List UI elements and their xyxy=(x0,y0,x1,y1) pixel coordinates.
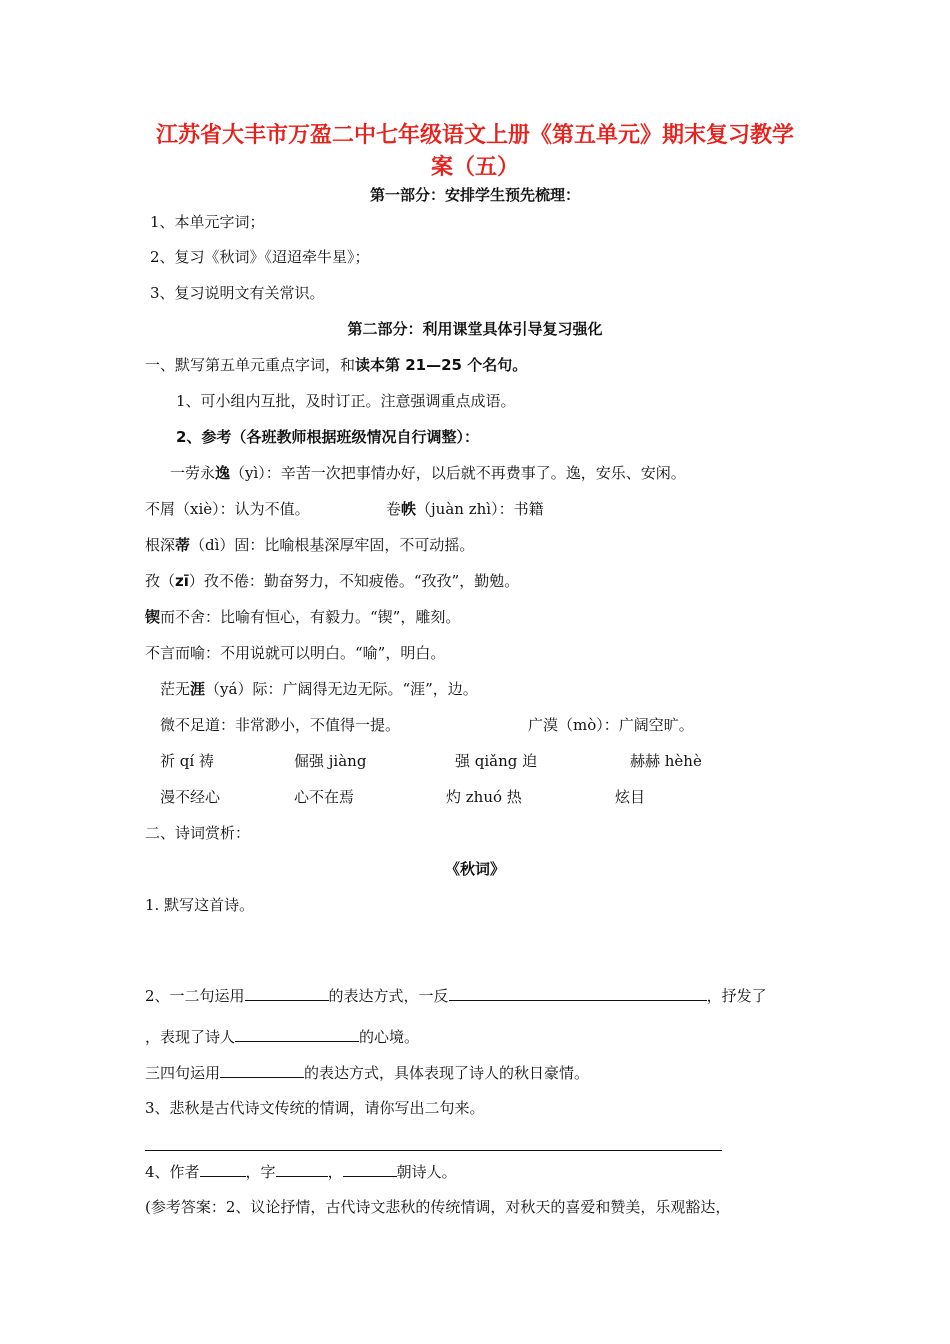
vocab-row1-4: 赫赫 hèhè xyxy=(630,752,702,770)
title-line-2: 案（五） xyxy=(430,155,519,180)
q2-text-b: 的表达方式，一反 xyxy=(328,987,449,1005)
answer-line[interactable] xyxy=(145,1150,722,1151)
q2-text-c: ，抒发了 xyxy=(706,987,767,1005)
vocab-6 xyxy=(145,606,460,628)
vocab-6-post: 而不舍：比喻有恒心，有毅力。“锲”，雕刻。 xyxy=(160,608,461,626)
vocab-4-pre: 根深 xyxy=(145,536,176,554)
section1-prefix: 一、默写第五单元重点字词，和 xyxy=(145,356,356,374)
part2-heading: 第二部分：利用课堂具体引导复习强化 xyxy=(347,320,603,338)
vocab-row2-3: 灼 zhuó 热 xyxy=(446,788,522,806)
part1-item-2: 2、复习《秋词》《迢迢牵牛星》； xyxy=(150,248,370,266)
vocab-1-pre: 一劳永 xyxy=(170,464,216,482)
document-title xyxy=(140,120,810,184)
question-1: 1. 默写这首诗。 xyxy=(145,896,255,914)
q2-text-d: ，表现了诗人 xyxy=(145,1028,236,1046)
question-3: 3、悲秋是古代诗文传统的情调，请你写出二句来。 xyxy=(145,1099,485,1117)
vocab-row2-4: 炫目 xyxy=(615,788,646,806)
section2-heading: 二、诗词赏析： xyxy=(145,824,251,842)
vocab-1 xyxy=(170,462,686,484)
title-line-1: 江苏省大丰市万盈二中七年级语文上册《第五单元》期末复习教学 xyxy=(155,123,794,148)
vocab-2: 不屑（xiè）：认为不值。 xyxy=(145,500,310,518)
q4-blank-dynasty[interactable] xyxy=(343,1160,397,1177)
q4-text-d: 朝诗人。 xyxy=(396,1163,457,1181)
vocab-3-post: （juàn zhì）：书籍 xyxy=(416,500,544,518)
vocab-10: 广漠（mò）：广阔空旷。 xyxy=(528,716,694,734)
vocab-5-pre: 孜（ xyxy=(145,572,176,590)
question-2-cont xyxy=(145,1025,419,1048)
vocab-row1-2: 倔强 jiàng xyxy=(294,752,367,770)
q2-blank-3[interactable] xyxy=(235,1025,359,1042)
vocab-1-char: 逸 xyxy=(215,464,231,482)
vocab-row1-1: 祈 qí 祷 xyxy=(160,752,214,770)
question-2-line3 xyxy=(145,1061,589,1084)
vocab-3-pre: 卷 xyxy=(386,500,402,518)
q4-text-a: 4、作者 xyxy=(145,1163,200,1181)
vocab-5 xyxy=(145,570,519,592)
q2-text-e: 的心境。 xyxy=(359,1028,420,1046)
q2-text-g: 的表达方式，具体表现了诗人的秋日豪情。 xyxy=(304,1064,590,1082)
vocab-8-char: 涯 xyxy=(190,680,206,698)
vocab-5-post: ）孜不倦：勤奋努力，不知疲倦。“孜孜”，勤勉。 xyxy=(188,572,520,590)
section1-sub-2: 2、参考（各班教师根据班级情况自行调整）： xyxy=(176,428,479,446)
section1-sub-1: 1、可小组内互批，及时订正。注意强调重点成语。 xyxy=(176,392,516,410)
q2-blank-2[interactable] xyxy=(449,984,707,1001)
question-4 xyxy=(145,1160,457,1183)
vocab-4 xyxy=(145,534,474,556)
section1-bold: 读本第 21—25 个名句。 xyxy=(355,356,528,374)
section1-line xyxy=(145,354,527,376)
vocab-7: 不言而喻：不用说就可以明白。“喻”，明白。 xyxy=(145,644,446,662)
part1-heading: 第一部分：安排学生预先梳理： xyxy=(369,186,580,204)
vocab-3 xyxy=(386,498,544,520)
poem-title: 《秋词》 xyxy=(444,860,505,878)
vocab-5-pinyin: zī xyxy=(175,572,189,590)
vocab-8-post: （yá）际：广阔得无边无际。“涯”，边。 xyxy=(205,680,478,698)
vocab-4-char: 蒂 xyxy=(175,536,191,554)
q4-blank-author[interactable] xyxy=(200,1160,246,1177)
q2-blank-1[interactable] xyxy=(245,984,329,1001)
part1-item-3: 3、复习说明文有关常识。 xyxy=(150,284,325,302)
vocab-4-post: （dì）固：比喻根基深厚牢固，不可动摇。 xyxy=(190,536,475,554)
question-2 xyxy=(145,984,767,1007)
vocab-1-post: （yì）：辛苦一次把事情办好，以后就不再费事了。逸，安乐、安闲。 xyxy=(230,464,686,482)
part1-item-1: 1、本单元字词； xyxy=(150,213,265,231)
vocab-9: 微不足道：非常渺小，不值得一提。 xyxy=(160,716,401,734)
vocab-row2-1: 漫不经心 xyxy=(160,788,221,806)
reference-answer: (参考答案：2、议论抒情，古代诗文悲秋的传统情调，对秋天的喜爱和赞美，乐观豁达， xyxy=(145,1198,731,1216)
q4-text-b: ，字 xyxy=(245,1163,276,1181)
q2-text-a: 2、一二句运用 xyxy=(145,987,245,1005)
vocab-8-pre: 茫无 xyxy=(160,680,191,698)
vocab-8 xyxy=(160,678,478,700)
q4-blank-courtesy-name[interactable] xyxy=(276,1160,328,1177)
q2-blank-4[interactable] xyxy=(220,1061,304,1078)
q4-text-c: ， xyxy=(327,1163,343,1181)
vocab-6-char: 锲 xyxy=(145,608,161,626)
vocab-row1-3: 强 qiǎng 迫 xyxy=(455,752,538,770)
vocab-3-char: 帙 xyxy=(401,500,417,518)
q2-text-f: 三四句运用 xyxy=(145,1064,221,1082)
vocab-row2-2: 心不在焉 xyxy=(294,788,355,806)
